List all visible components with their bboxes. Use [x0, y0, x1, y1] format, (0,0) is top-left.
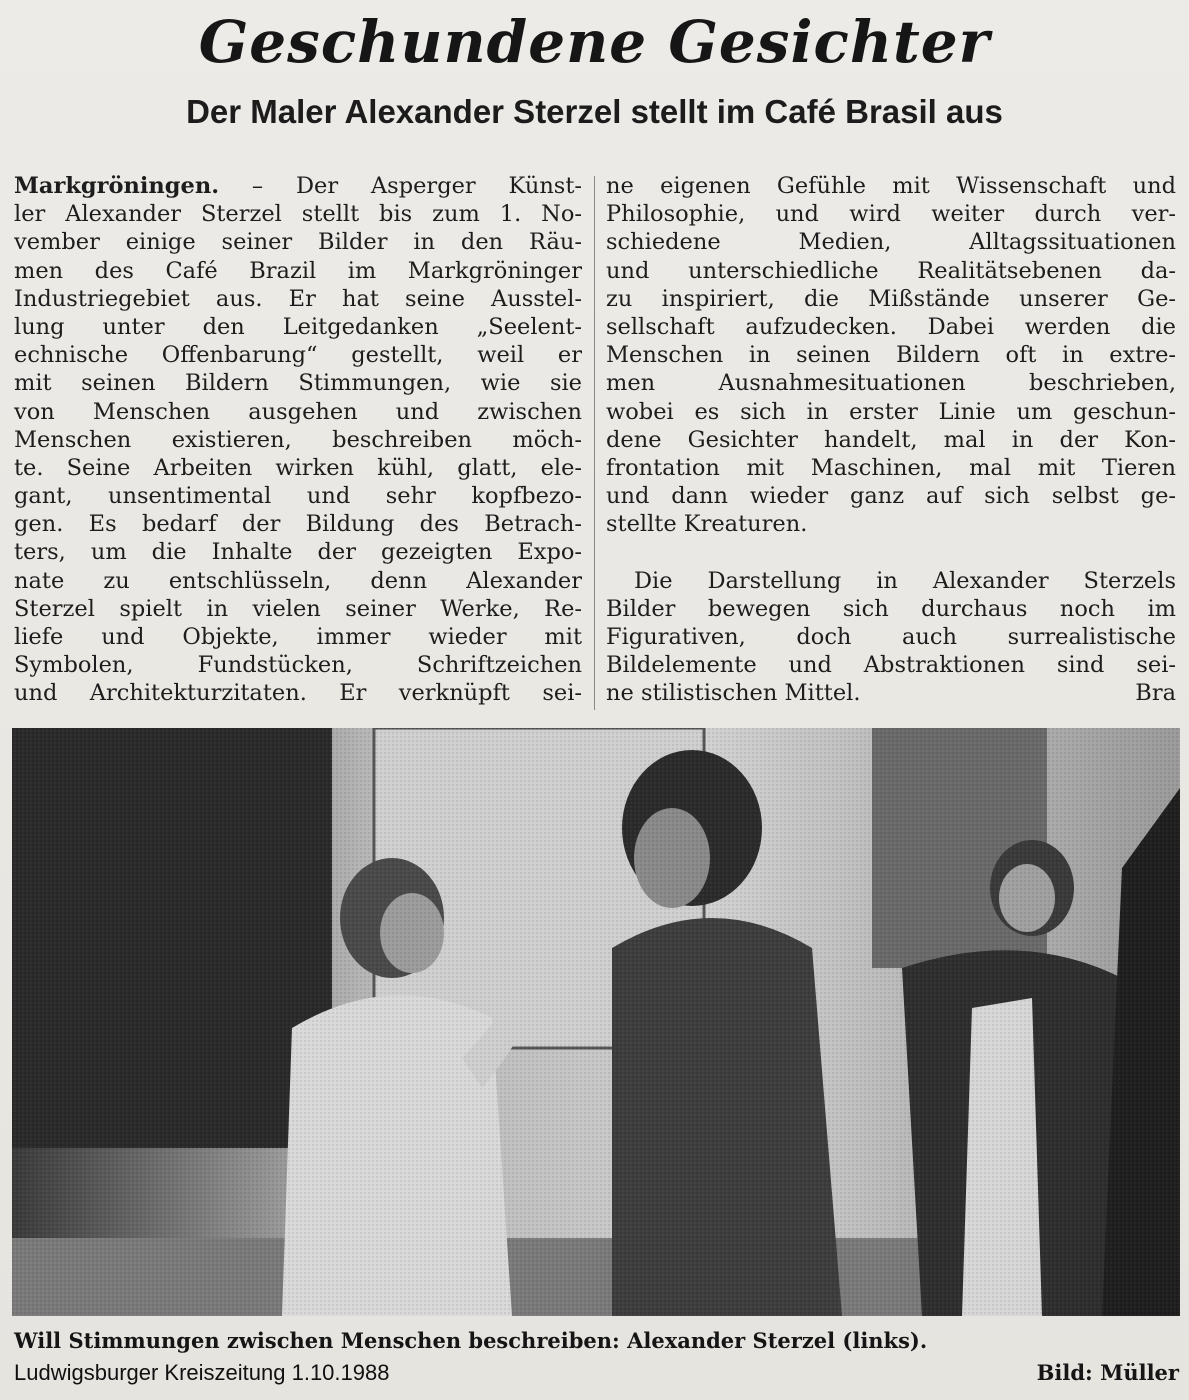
text-line: gen. Es bedarf der Bildung des Betrach- — [14, 511, 582, 538]
text-line: liefe und Objekte, immer wieder mit — [14, 624, 582, 650]
text-line: Symbolen, Fundstücken, Schriftzeichen — [14, 652, 582, 679]
text-line: schiedene Medien, Alltagssituationen — [606, 229, 1176, 256]
article-headline: Geschundene Gesichter — [198, 8, 991, 76]
article-subheadline: Der Maler Alexander Sterzel stellt im Café Brasil aus — [186, 93, 1003, 130]
text-line: men des Café Brazil im Markgröninger — [14, 257, 582, 284]
text-line: nate zu entschlüsseln, denn Alexander — [14, 567, 582, 594]
paragraph-gap — [606, 538, 1176, 566]
article-photo — [12, 728, 1180, 1316]
text-line: und dann wieder ganz auf sich selbst ge- — [606, 483, 1176, 510]
photo-credit: Bild: Müller — [1036, 1360, 1179, 1385]
text-line: Philosophie, und wird weiter durch ver- — [606, 201, 1176, 228]
text-line: Industriegebiet aus. Er hat seine Ausstel- — [14, 285, 582, 312]
text-line: vember einige seiner Bilder in den Räu- — [14, 229, 582, 256]
article-column-right — [606, 172, 1176, 712]
text-line: dene Gesichter handelt, mal in der Kon- — [606, 426, 1176, 453]
text-line: ne eigenen Gefühle mit Wissenschaft und — [606, 173, 1176, 199]
text-line: Sterzel spielt in vielen seiner Werke, Re- — [14, 595, 582, 622]
text-line: Menschen in seinen Bildern oft in extre- — [606, 342, 1176, 369]
text-line: und Architekturzitaten. Er verknüpft sei- — [14, 680, 582, 707]
text-line: und unterschiedliche Realitätsebenen da- — [606, 257, 1176, 284]
text-line: wobei es sich in erster Linie um geschun- — [606, 398, 1176, 425]
publication-source: Ludwigsburger Kreiszeitung 1.10.1988 — [14, 1360, 390, 1385]
text-line: frontation mit Maschinen, mal mit Tieren — [606, 454, 1176, 481]
text-line: Figurativen, doch auch surrealistische — [606, 624, 1176, 650]
text-line: gant, unsentimental und sehr kopfbezo- — [14, 483, 582, 510]
text-line: zu inspiriert, die Mißstände unserer Ge- — [606, 285, 1176, 312]
text-line: Bildelemente und Abstraktionen sind sei- — [606, 652, 1176, 679]
text-line: echnische Offenbarung“ gestellt, weil er — [14, 342, 582, 369]
dateline: Markgröningen. — [14, 173, 220, 199]
author-byline: Bra — [1135, 680, 1176, 707]
article-column-left — [14, 172, 582, 712]
text-line: Menschen existieren, beschreiben möch- — [14, 426, 582, 453]
photo-caption: Will Stimmungen zwischen Menschen beschreiben: Alexander Sterzel (links). — [14, 1328, 928, 1353]
text-line: von Menschen ausgehen und zwischen — [14, 398, 582, 425]
text-line: te. Seine Arbeiten wirken kühl, glatt, ele- — [14, 454, 582, 481]
text-line: Markgröningen. – Der Asperger Künst- — [14, 173, 582, 199]
text-line: lung unter den Leitgedanken „Seelent- — [14, 313, 582, 340]
text-line: ler Alexander Sterzel stellt bis zum 1. No- — [14, 201, 582, 228]
text-line: Die Darstellung in Alexander Sterzels — [634, 567, 1176, 594]
text-line: stellte Kreaturen. — [606, 511, 808, 538]
column-divider — [594, 176, 595, 710]
text-line: Bilder bewegen sich durchaus noch im — [606, 595, 1176, 622]
text-line: mit seinen Bildern Stimmungen, wie sie — [14, 370, 582, 397]
text-line: ne stilistischen Mittel. Bra — [606, 680, 1176, 707]
text-line: sellschaft aufzudecken. Dabei werden die — [606, 313, 1176, 340]
text-line: ters, um die Inhalte der gezeigten Expo- — [14, 539, 582, 566]
text-line: men Ausnahmesituationen beschrieben, — [606, 370, 1176, 397]
